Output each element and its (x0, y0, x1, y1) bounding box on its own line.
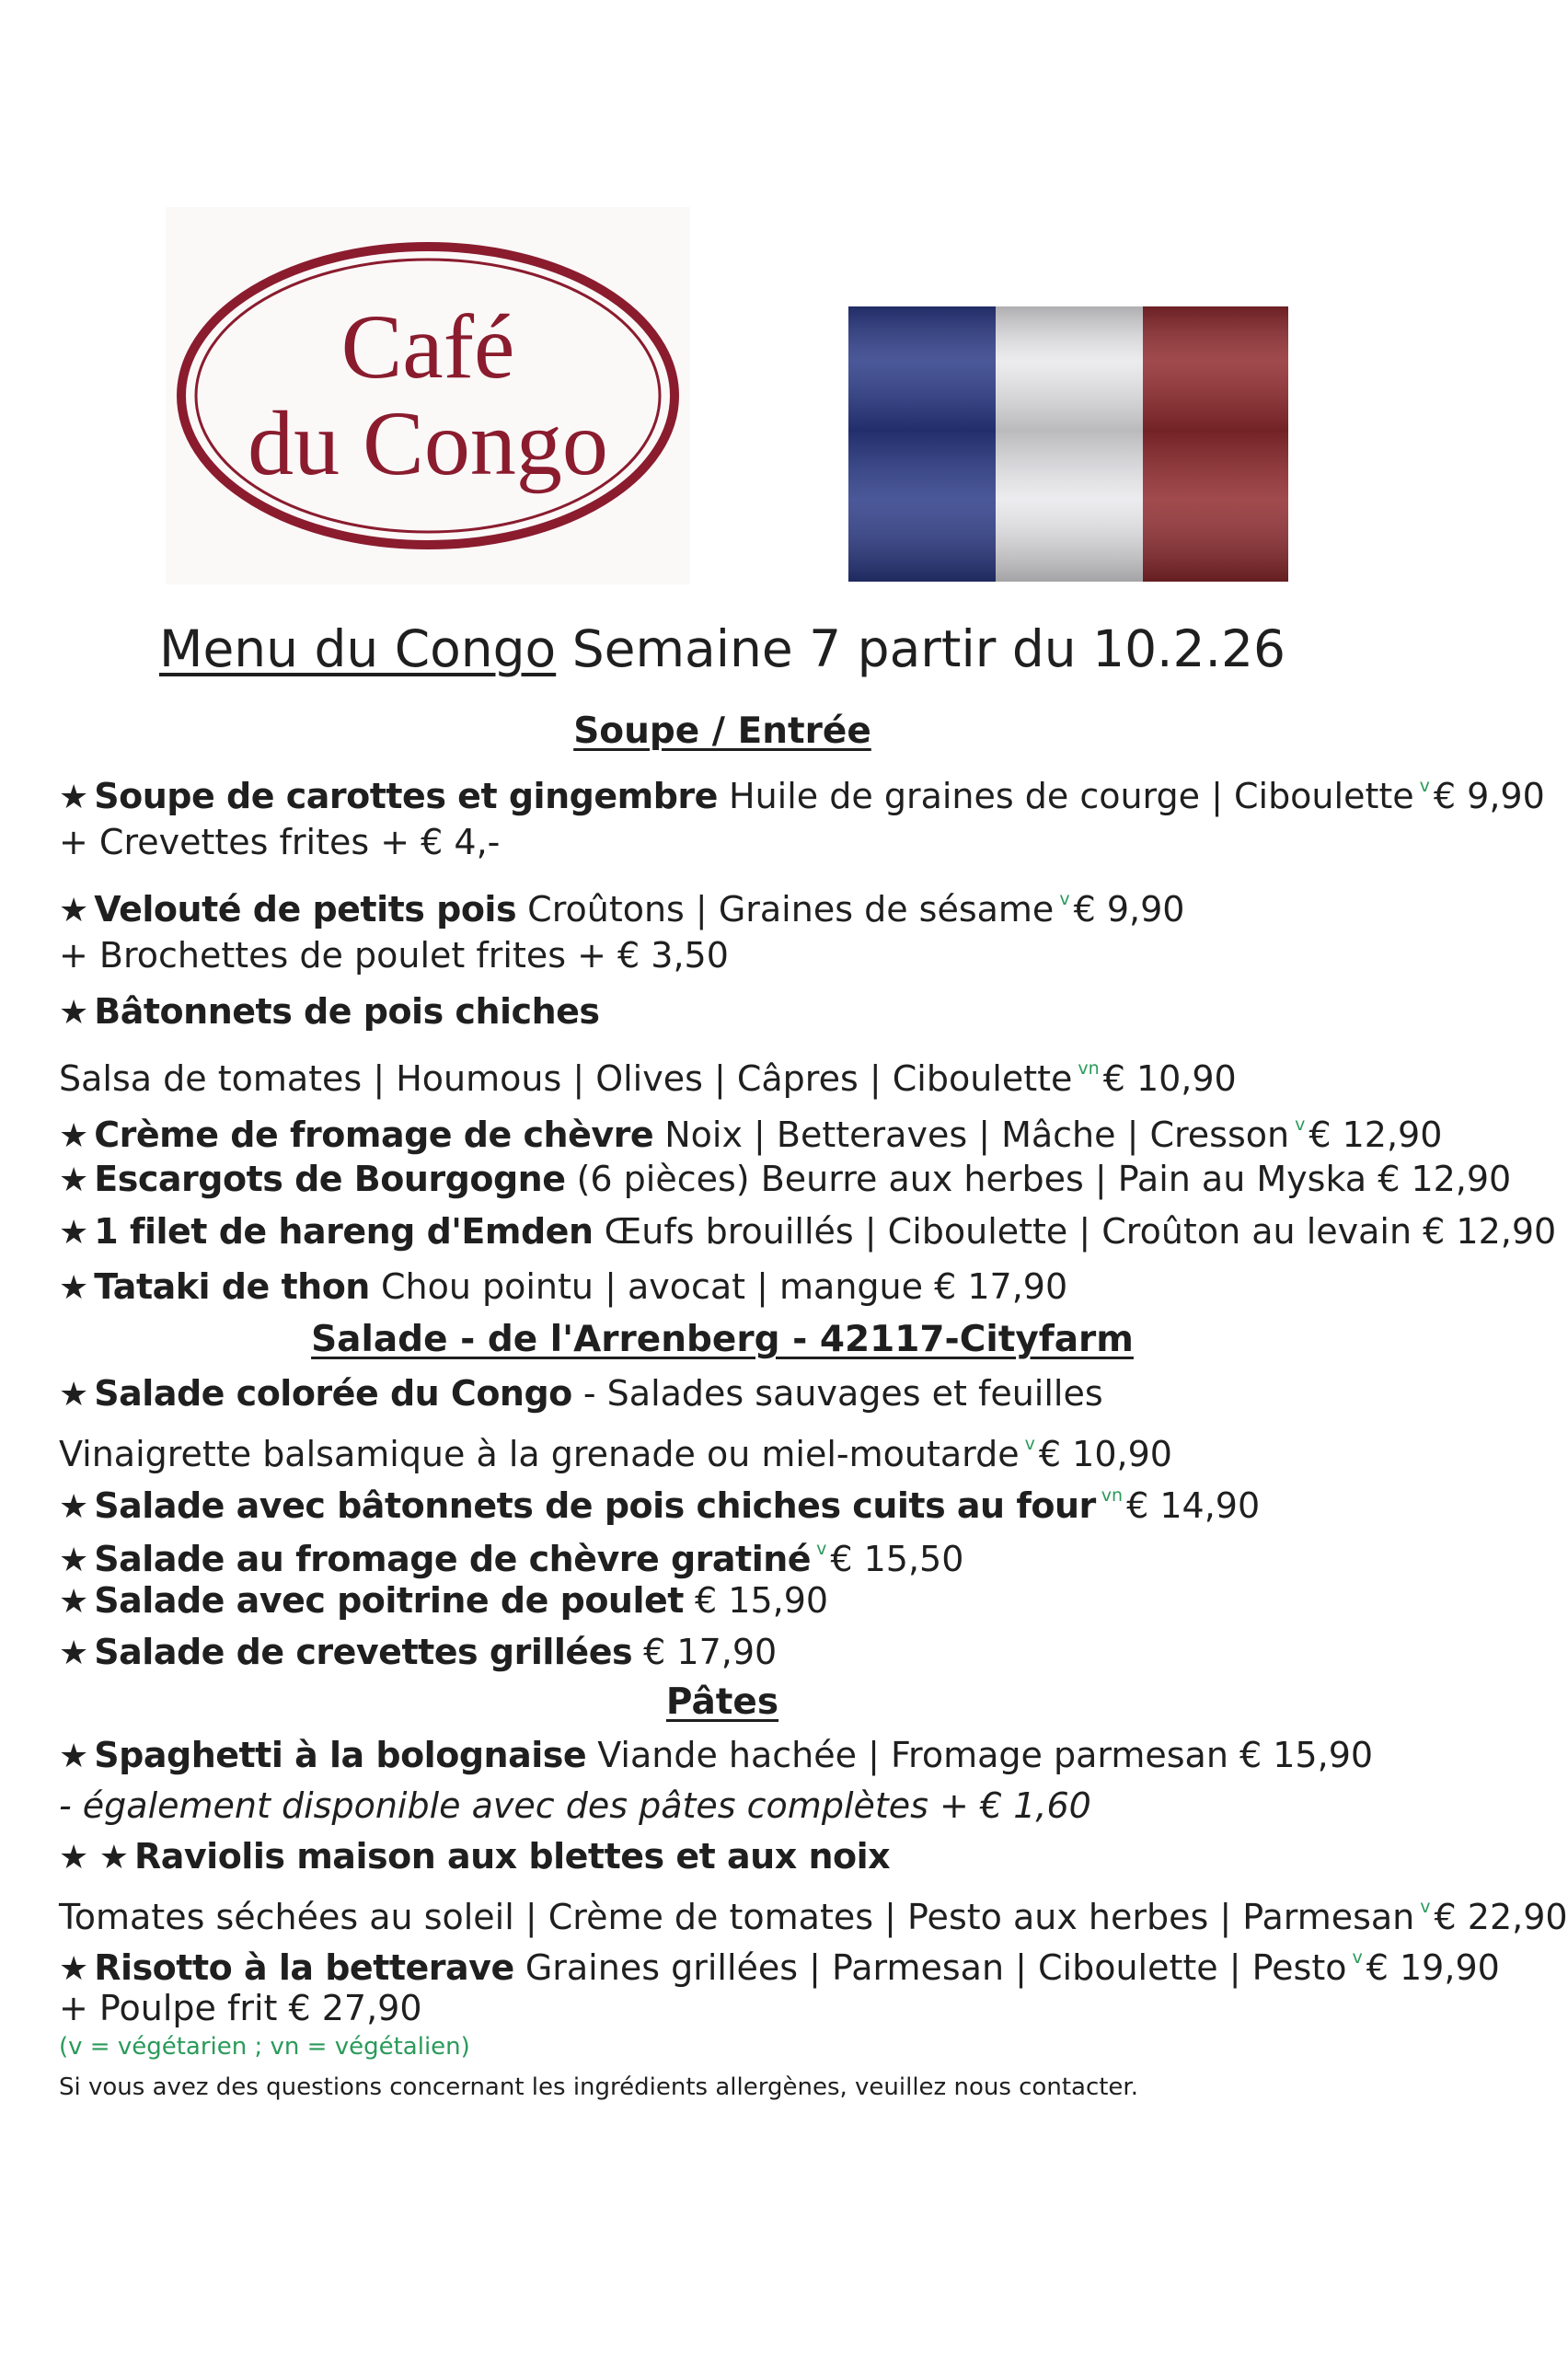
menu-subtitle: Semaine 7 partir du 10.2.26 (571, 619, 1286, 678)
item-price: € 10,90 (1038, 1434, 1172, 1474)
item-description: Noix | Betteraves | Mâche | Cresson (664, 1114, 1290, 1155)
item-price: € 19,90 (1366, 1947, 1500, 1988)
item-description: Vinaigrette balsamique à la grenade ou miel-moutarde (59, 1434, 1020, 1474)
menu-item (59, 1261, 1421, 1314)
star-icon: ★ (59, 1950, 89, 1988)
item-description: Salsa de tomates | Houmous | Olives | Câpres | Ciboulette (59, 1058, 1073, 1099)
item-price: € 12,90 (1423, 1211, 1557, 1252)
item-price: € 15,90 (1239, 1735, 1374, 1775)
item-description: Chou pointu | avocat | mangue (380, 1266, 923, 1307)
item-name: Bâtonnets de pois chiches (94, 991, 600, 1032)
star-icon: ★ (59, 1583, 89, 1621)
item-name: Salade au fromage de chèvre gratiné (94, 1539, 812, 1579)
item-name: Risotto à la betterave (94, 1947, 514, 1988)
diet-tag: vn (1101, 1485, 1124, 1506)
item-price: € 15,50 (830, 1539, 964, 1579)
logo-line-1: Café (340, 295, 515, 398)
item-price: € 17,90 (934, 1266, 1068, 1307)
menu-item (59, 1153, 1512, 1207)
item-name: Crème de fromage de chèvre (94, 1114, 654, 1155)
star-icon: ★ (59, 892, 89, 930)
menu-item (59, 1575, 1421, 1628)
star-icon: ★ (59, 994, 89, 1032)
star-icon: ★ (59, 1376, 89, 1414)
diet-tag: v (816, 1539, 827, 1559)
star-icon: ★ (59, 1634, 89, 1672)
item-price: € 15,90 (695, 1580, 829, 1621)
star-icon: ★ (59, 1269, 89, 1307)
item-description: Graines grillées | Parmesan | Ciboulette | Pesto (525, 1947, 1347, 1988)
star-icon: ★ ★ (59, 1839, 129, 1877)
item-note: - également disponible avec des pâtes complètes + € 1,60 (59, 1785, 1091, 1826)
item-name: Salade avec bâtonnets de pois chiches cuits au four (94, 1485, 1096, 1526)
menu-item-extra: + Crevettes frites + € 4,- (59, 822, 501, 862)
menu-item-detail (59, 1043, 1421, 1104)
item-description: - Salades sauvages et feuilles (582, 1373, 1103, 1414)
item-name: Salade colorée du Congo (94, 1373, 572, 1414)
menu-item (59, 986, 1421, 1039)
menu-item (59, 1831, 1421, 1884)
item-price: € 22,90 (1434, 1897, 1568, 1937)
item-price: € 17,90 (643, 1632, 778, 1672)
item-price: € 12,90 (1309, 1114, 1443, 1155)
diet-tag: v (1352, 1947, 1363, 1968)
diet-tag: v (1295, 1114, 1306, 1135)
diet-tag: v (1024, 1434, 1035, 1454)
diet-legend: (v = végétarien ; vn = végétalien) (59, 2033, 470, 2061)
item-description: Croûtons | Graines de sésame (527, 889, 1055, 930)
item-description: Œufs brouillés | Ciboulette | Croûton au levain (604, 1211, 1412, 1252)
menu-item (59, 1206, 1557, 1259)
menu-item (59, 1368, 1421, 1421)
item-price: € 9,90 (1073, 889, 1185, 930)
menu-item-note (59, 1780, 1421, 1831)
section-title-soup: Soupe / Entrée (573, 710, 871, 752)
item-name: Soupe de carottes et gingembre (94, 776, 718, 816)
diet-tag: v (1420, 1897, 1431, 1917)
item-name: Escargots de Bourgogne (94, 1159, 566, 1199)
cafe-du-congo-logo (166, 207, 690, 584)
star-icon: ★ (59, 1117, 89, 1155)
allergy-note: Si vous avez des questions concernant les ingrédients allergènes, veuillez nous contacter. (59, 2073, 1138, 2101)
logo-line-2: du Congo (248, 392, 608, 494)
item-name: 1 filet de hareng d'Emden (94, 1211, 594, 1252)
item-description: (6 pièces) Beurre aux herbes | Pain au Myska (576, 1159, 1367, 1199)
diet-tag: v (1419, 776, 1430, 796)
item-description: Viande hachée | Fromage parmesan (597, 1735, 1228, 1775)
item-name: Tataki de thon (94, 1266, 370, 1307)
item-name: Raviolis maison aux blettes et aux noix (134, 1836, 891, 1877)
item-name: Salade avec poitrine de poulet (94, 1580, 684, 1621)
menu-item-extra: + Poulpe frit € 27,90 (59, 1988, 422, 2028)
section-title-salad: Salade - de l'Arrenberg - 42117-Cityfarm (311, 1319, 1134, 1360)
item-name: Spaghetti à la bolognaise (94, 1735, 587, 1775)
menu-item-extra: + Brochettes de poulet frites + € 3,50 (59, 935, 729, 976)
diet-tag: vn (1078, 1058, 1100, 1079)
menu-item (59, 1729, 1421, 1783)
star-icon: ★ (59, 1542, 89, 1579)
french-flag (848, 306, 1288, 582)
item-price: € 9,90 (1433, 776, 1545, 816)
star-icon: ★ (59, 1161, 89, 1199)
item-description: Tomates séchées au soleil | Crème de tomates | Pesto aux herbes | Parmesan (59, 1897, 1415, 1937)
item-name: Velouté de petits pois (94, 889, 517, 930)
menu-heading (0, 612, 1445, 686)
section-title-pasta: Pâtes (665, 1681, 779, 1723)
item-price: € 12,90 (1378, 1159, 1512, 1199)
item-price: € 10,90 (1102, 1058, 1237, 1099)
menu-item (59, 760, 1545, 824)
star-icon: ★ (59, 1214, 89, 1252)
item-price: € 14,90 (1126, 1485, 1261, 1526)
diet-tag: v (1059, 889, 1070, 909)
item-description: Huile de graines de courge | Ciboulette (729, 776, 1414, 816)
menu-item (59, 873, 1421, 937)
star-icon: ★ (59, 779, 89, 816)
star-icon: ★ (59, 1488, 89, 1526)
menu-title: Menu du Congo (158, 619, 557, 678)
item-name: Salade de crevettes grillées (94, 1632, 633, 1672)
star-icon: ★ (59, 1738, 89, 1775)
menu-item (59, 1626, 1421, 1680)
